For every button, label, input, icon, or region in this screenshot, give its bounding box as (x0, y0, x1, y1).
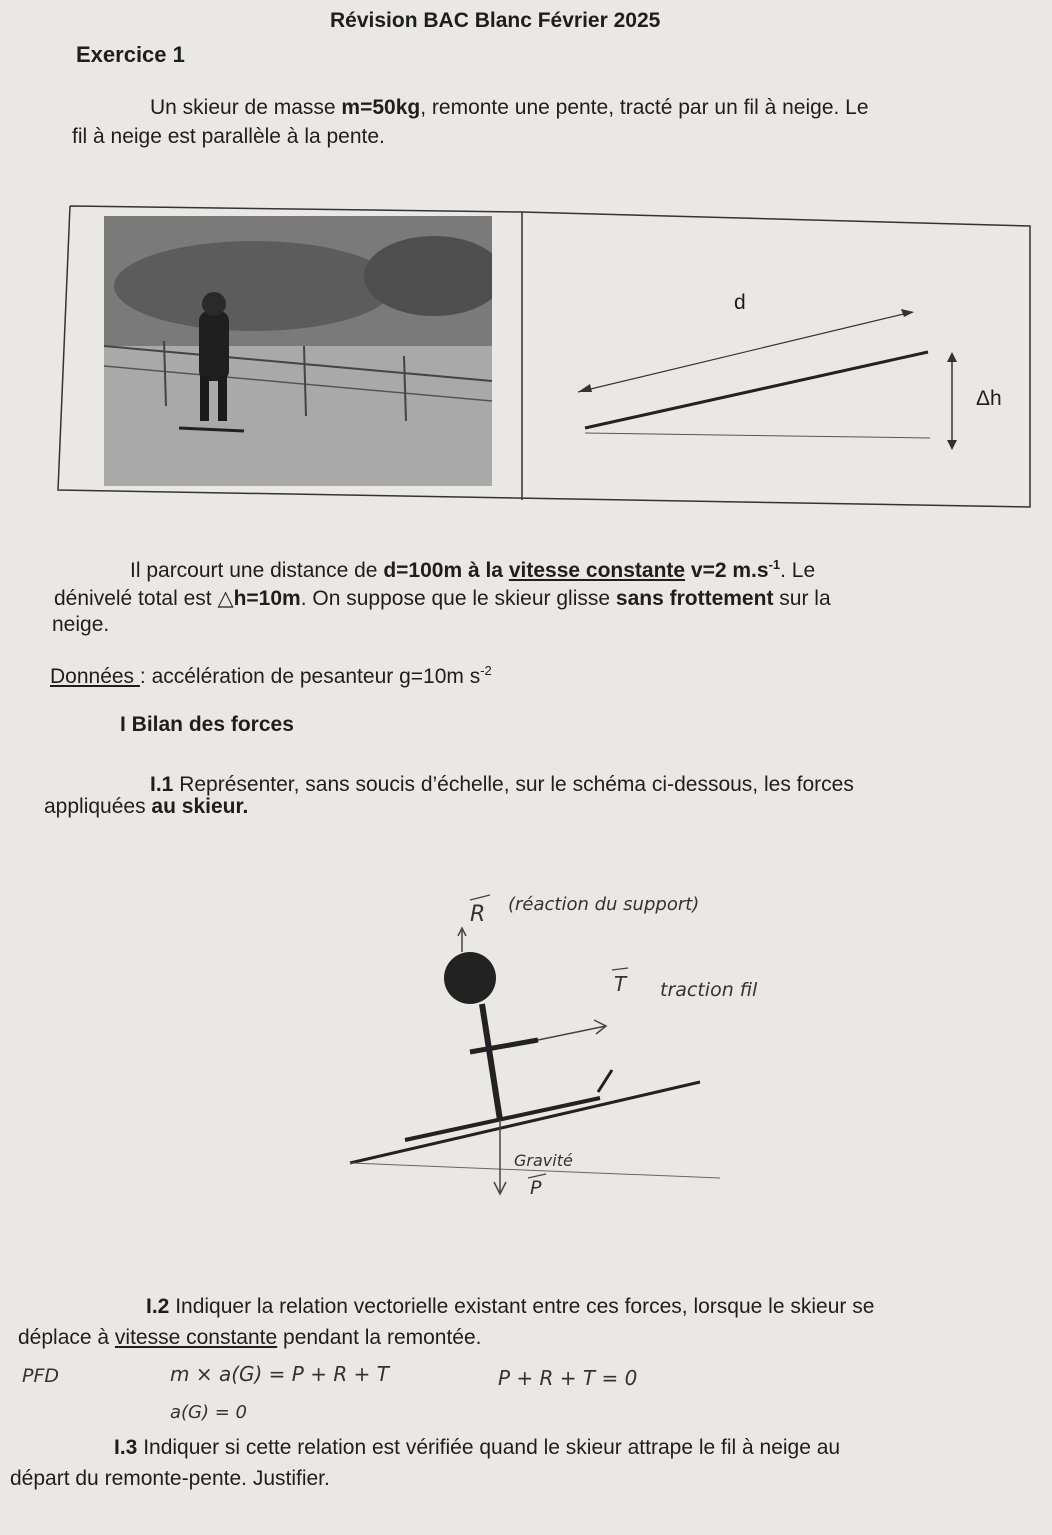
hw-force-p: P (530, 1177, 542, 1199)
document-title: Révision BAC Blanc Février 2025 (330, 9, 661, 32)
para-text: dénivelé total est (54, 587, 218, 610)
question-bold-text: au skieur. (151, 795, 249, 818)
hw-equation-1: m × a(G) = P + R + T (170, 1362, 389, 1386)
question-number: I.2 (146, 1295, 170, 1318)
question-1-2-line-1 (146, 1294, 874, 1319)
question-text: appliquées (44, 795, 152, 818)
question-text: pendant la remontée. (277, 1326, 482, 1349)
skier-arm (470, 1040, 538, 1052)
skier-body (482, 1004, 500, 1120)
para-text: sur la (773, 587, 831, 610)
height-value: △h=10m (217, 587, 301, 610)
question-1-3-line-1 (114, 1435, 840, 1460)
data-label: Données (50, 665, 140, 688)
question-text: déplace à (18, 1326, 115, 1349)
question-1-3-line-2: départ du remonte-pente. Justifier. (10, 1467, 330, 1490)
no-friction-text: sans frottement (615, 587, 774, 610)
intro-line-2: fil à neige est parallèle à la pente. (72, 125, 385, 148)
question-number: I.3 (114, 1436, 138, 1459)
intro-text: Un skieur de masse (150, 96, 342, 119)
mass-value: m=50kg (341, 96, 421, 119)
hw-force-t: T (614, 972, 627, 996)
exercise-title: Exercice 1 (76, 42, 185, 67)
para-text: . On suppose que le skieur glisse (300, 587, 616, 610)
question-text: Indiquer la relation vectorielle existant entre ces forces, lorsque le skieur se (169, 1295, 875, 1318)
question-1-2-line-2 (18, 1325, 482, 1350)
para2-line-3: neige. (52, 613, 110, 636)
constant-speed-text: vitesse constante (508, 559, 686, 582)
constant-speed-text: vitesse constante (114, 1326, 278, 1349)
data-text: : accélération de pesanteur g=10m s (139, 665, 481, 688)
hw-equation-2: P + R + T = 0 (498, 1366, 638, 1390)
hw-force-r-note: (réaction du support) (508, 894, 700, 915)
question-number: I.1 (150, 773, 174, 796)
para-text: . Le (780, 559, 816, 582)
gravity-exponent: -2 (480, 663, 492, 678)
speed-exponent: -1 (768, 557, 781, 572)
section-title: I Bilan des forces (120, 713, 294, 736)
hw-force-t-note: traction fil (660, 979, 758, 1001)
question-text: Représenter, sans soucis d’échelle, sur le schéma ci-dessous, les forces (173, 773, 854, 796)
hw-equation-3: a(G) = 0 (170, 1402, 248, 1423)
question-text: Indiquer si cette relation est vérifiée quand le skieur attrape le fil à neige au (137, 1436, 841, 1459)
hw-gravity-note: Gravité (514, 1151, 573, 1170)
para-text: Il parcourt une distance de (130, 559, 384, 582)
speed-value: v=2 m.s (685, 559, 769, 582)
skier-head (444, 952, 496, 1004)
dh-label: Δh (976, 387, 1002, 410)
d-label: d (734, 291, 746, 314)
intro-text: , remonte une pente, tracté par un fil à neige. Le (420, 96, 869, 119)
force-t-arrow (538, 1026, 606, 1040)
hw-force-r: R (470, 902, 486, 927)
tow-rope-mark (598, 1070, 612, 1092)
distance-value: d=100m à la (383, 559, 509, 582)
hw-pfd: PFD (22, 1365, 60, 1387)
